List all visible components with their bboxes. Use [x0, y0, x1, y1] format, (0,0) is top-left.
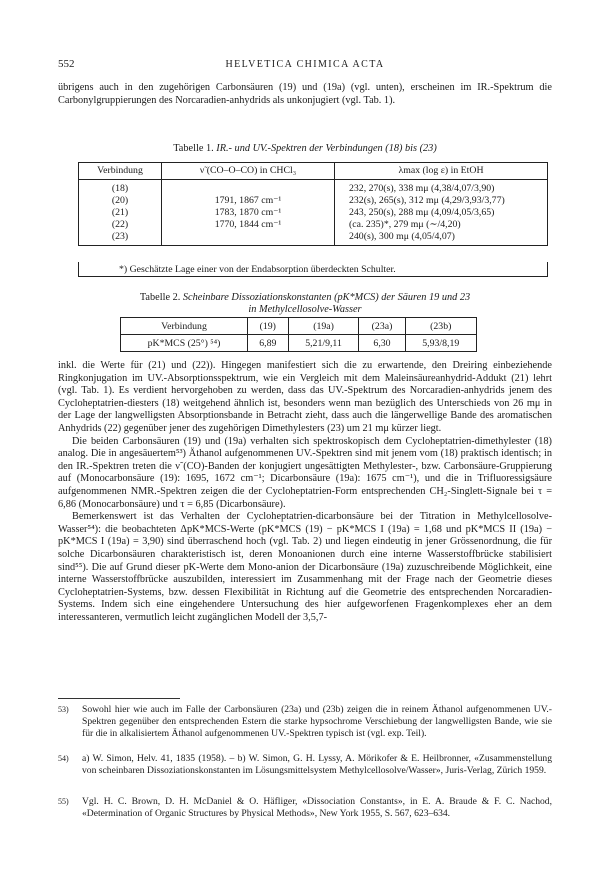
body-text	[58, 360, 552, 624]
table-cell: 232(s), 265(s), 312 mμ (4,29/3,93/3,77)	[335, 195, 548, 207]
footnote-text: Vgl. H. C. Brown, D. H. McDaniel & O. Häfliger, «Dissociation Constants», in E. A. Braude & F. C. Nachod, «Determination of Organic Structures by Physical Methods», New York 1955, S. 567, 623–634.	[82, 796, 552, 820]
table2-header-cell: (19a)	[288, 318, 359, 335]
footnote-mark: 54)	[58, 754, 69, 763]
table2-header-cell: (23a)	[359, 318, 405, 335]
table-cell: (18)	[79, 180, 162, 196]
table-row	[121, 335, 477, 352]
paragraph: Bemerkenswert ist das Verhalten der Cycloheptatrien-dicarbonsäure bei der Titration in Methylcellosolve-Wasser⁵⁴): die beobachteten ΔpK*MCS-Werte (pK*MCS (19) − pK*MCS I (19a) = 1,68 und pK*MCS II (19a) − pK*MCS I (19a) = 3,90) sind überraschend hoch (vgl. Tab. 2) und liegen eindeutig in jener Grössenordnung, die für solche Dicarbonsäuren charakteristisch ist, deren Monoanionen durch eine interne Wasserstoffbrücke stabilisiert sind⁵⁵). Die auf Grund dieser pK-Werte dem Mono-anion der Dicarbonsäure (19a) zuzuschreibende Möglichkeit, eine interne Wasserstoffbrücke auszubilden, interessiert im Zusammenhang mit der Frage nach der Geometrie dieses Cycloheptatrien-Systems, bzw. dessen Flexibilität in Richtung auf die Geometrie des entsprechenden Norcaradien-Systems. Indem sich eine eingehendere Untersuchung des hier aufgeworfenen Fragenkomplexes eher an dem interessanteren, vermutlich leicht zugänglichen Modell der 3,5,7-	[58, 511, 552, 623]
table2-dissociation-constants	[120, 317, 477, 352]
table-row	[79, 219, 548, 231]
footnote-53	[58, 704, 552, 741]
table-cell	[162, 231, 335, 246]
table1-header-uv: λmax (log ε) in EtOH	[335, 163, 548, 180]
intro-paragraph	[58, 82, 552, 107]
table1-caption: Tabelle 1. IR.- und UV.-Spektren der Verbindungen (18) bis (23)	[173, 143, 437, 154]
table-cell: 232, 270(s), 338 mμ (4,38/4,07/3,90)	[335, 180, 548, 196]
table-cell: (22)	[79, 219, 162, 231]
table2-header-cell: (19)	[248, 318, 289, 335]
table-cell: 6,30	[359, 335, 405, 352]
table-cell: 243, 250(s), 288 mμ (4,09/4,05/3,65)	[335, 207, 548, 219]
table-cell: 1770, 1844 cm⁻¹	[162, 219, 335, 231]
table2-header-cell: Verbindung	[121, 318, 248, 335]
paragraph: Die beiden Carbonsäuren (19) und (19a) verhalten sich spektroskopisch dem Cycloheptatrien-dimethylester (18) analog. Die in angesäuertem⁵³) Äthanol aufgenommenen UV.-Spektren sind mit jenem vom (18) praktisch identisch; in den IR.-Spektren treten die ν̃ (CO)-Banden der konjugiert ungesättigten Methylester-, bzw. Carbonsäure-Gruppierung auf (Monocarbonsäure (19): 1695, 1672 cm⁻¹; Dicarbonsäure (19a): 1675 cm⁻¹), und die in Trifluoressigsäure aufgenommenen NMR.-Spektren zeigen die der Cycloheptatrien-Form entsprechenden CH₂-Singlett-Signale bei τ = 6,86 (Monocarbonsäure) und τ = 6,85 (Dicarbonsäure).	[58, 435, 552, 510]
table-cell: pK*MCS (25°) ⁵⁴)	[121, 335, 248, 352]
table-cell: 1783, 1870 cm⁻¹	[162, 207, 335, 219]
table-cell: 5,21/9,11	[288, 335, 359, 352]
footnote-mark: 55)	[58, 797, 69, 806]
footnote-mark: 53)	[58, 705, 69, 714]
table2-caption: Tabelle 2. Scheinbare Dissoziationskonstanten (pK*MCS) der Säuren 19 und 23 in Methylcellosolve-Wasser	[139, 292, 471, 316]
footnote-54	[58, 753, 552, 777]
table-row	[79, 180, 548, 196]
table1-header-ir: ν̃ (CO–O–CO) in CHCl₃	[162, 163, 335, 180]
table1-header-compound: Verbindung	[79, 163, 162, 180]
table-cell	[162, 180, 335, 196]
footnote-text: a) W. Simon, Helv. 41, 1835 (1958). – b) W. Simon, G. H. Lyssy, A. Mörikofer & E. Heilbronner, «Zusammenstellung von scheinbaren Dissoziationskonstanten im Lösungsmittelsystem Methylcellosolve/Wasser», Juris-Verlag, Zürich 1959.	[82, 753, 552, 777]
table-cell: 5,93/8,19	[405, 335, 476, 352]
footnote-text: Sowohl hier wie auch im Falle der Carbonsäuren (23a) und (23b) zeigen die in reinem Äthanol aufgenommenen UV.-Spektren gegenüber den entsprechenden Estern die starke hypsochrome Verschiebung der langwelligsten Bande, wie sie für die in alkalisiertem Äthanol aufgenommenen UV.-Spektren typisch ist (vgl. exp. Teil).	[82, 704, 552, 740]
journal-title: HELVETICA CHIMICA ACTA	[225, 59, 385, 70]
footnote-55	[58, 796, 552, 820]
table-row	[79, 207, 548, 219]
table-row	[79, 231, 548, 246]
table-row	[121, 318, 477, 335]
table-cell: 240(s), 300 mμ (4,05/4,07)	[335, 231, 548, 246]
table-row	[79, 195, 548, 207]
table-cell: (ca. 235)*, 279 mμ (∼/4,20)	[335, 219, 548, 231]
table-cell: (20)	[79, 195, 162, 207]
table1-footnote: *) Geschätzte Lage einer von der Endabsorption überdeckten Schulter.	[78, 262, 548, 277]
footnote-divider	[58, 698, 180, 699]
page-number: 552	[58, 58, 75, 70]
table-cell: 6,89	[248, 335, 289, 352]
table-cell: (23)	[79, 231, 162, 246]
table-cell: 1791, 1867 cm⁻¹	[162, 195, 335, 207]
table2-header-cell: (23b)	[405, 318, 476, 335]
table1-spectra	[78, 162, 548, 246]
running-header	[58, 58, 552, 72]
intro-text: übrigens auch in den zugehörigen Carbonsäuren (19) und (19a) (vgl. unten), erscheinen im IR.-Spektrum die Carbonylgruppierungen des Norcaradien-anhydrids als unkonjugiert (vgl. Tab. 1).	[58, 82, 552, 106]
paragraph: inkl. die Werte für (21) und (22)). Hingegen manifestiert sich die zu erwartende, den Dreiring einbeziehende Ringkonjugation im UV.-Absorptionsspektrum, wie ein Vergleich mit dem Maleinsäureanhydrid-Addukt (21) lehrt (vgl. Tab. 1). Es verdient hervorgehoben zu werden, dass das UV.-Spektrum des Norcaradien-anhydrids jenem des Cycloheptatrien-diesters (18) weitgehend ähnlich ist, besonders wenn man bezüglich des Unterschieds von 26 mμ in der Lage der langwelligsten Absorptionsbande in Betracht zieht, dass auch die längerwellige Bande des aromatischen Anhydrids (22) gegenüber jener des zugehörigen Dimethylesters (23) um 21 mμ kürzer liegt.	[58, 360, 552, 434]
table-cell: (21)	[79, 207, 162, 219]
